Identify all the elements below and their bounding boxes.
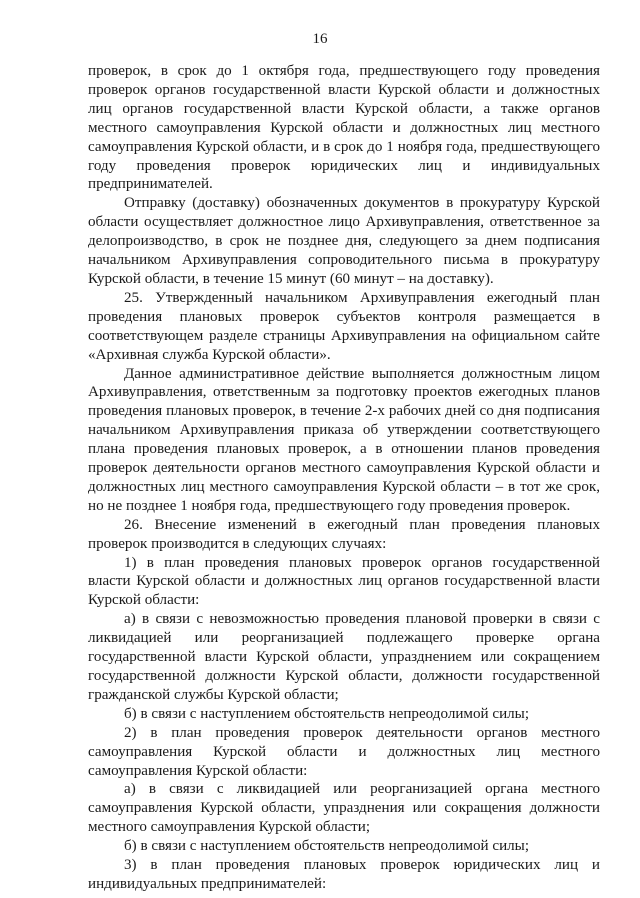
page-number: 16 bbox=[312, 31, 328, 47]
paragraph-action-description: Данное административное действие выполняется должностным лицом Архивуправления, ответственным за подготовку проектов ежегодных планов проведения плановых проверок, в течение 2-х рабочих дней со дня подписания начальником Архивуправления приказа об утверждении соответствующего плана проведения плановых проверок, а в отношении планов проведения проверок деятельности органов местного самоуправления Курской области и должностных лиц местного самоуправления Курской области – в тот же срок, но не позднее 1 ноября года, предшествующего году проведения проверок. bbox=[88, 365, 600, 514]
paragraph-subitem-3: 3) в план проведения плановых проверок юридических лиц и индивидуальных предпринимателей: bbox=[88, 857, 600, 892]
paragraph-subitem-1a: а) в связи с невозможностью проведения плановой проверки в связи с ликвидацией или реорганизацией подлежащего проверке органа государственной власти Курской области, упразднением или сокращением государственной должности Курской области, должности государственной гражданской службы Курской области; bbox=[88, 611, 600, 703]
paragraph-subitem-1: 1) в план проведения плановых проверок органов государственной власти Курской области и должностных лиц органов государственной власти Курской области: bbox=[88, 554, 600, 609]
paragraph-item-26: 26. Внесение изменений в ежегодный план проведения плановых проверок производится в следующих случаях: bbox=[88, 516, 600, 552]
paragraph-subitem-2: 2) в план проведения проверок деятельности органов местного самоуправления Курской области и должностных лиц местного самоуправления Курской области: bbox=[88, 724, 600, 779]
paragraph-item-25: 25. Утвержденный начальником Архивуправления ежегодный план проведения плановых проверок субъектов контроля размещается в соответствующем разделе страницы Архивуправления на официальном сайте «Архивная служба Курской области». bbox=[88, 289, 600, 363]
paragraph-subitem-2a: а) в связи с ликвидацией или реорганизацией органа местного самоуправления Курской области, упразднения или сокращения должности местного самоуправления Курской области; bbox=[88, 781, 600, 836]
paragraph-continuation: проверок, в срок до 1 октября года, предшествующего году проведения проверок органов государственной власти Курской области и должностных лиц органов государственной власти Курской области, а также органов местного самоуправления Курской области и должностных лиц местного самоуправления Курской области, и в срок до 1 ноября года, предшествующего году проведения проверок юридических лиц и индивидуальных предпринимателей. bbox=[88, 63, 600, 193]
paragraph-subitem-1b: б) в связи с наступлением обстоятельств непреодолимой силы; bbox=[124, 705, 530, 722]
document-body bbox=[88, 62, 600, 894]
paragraph-subitem-2b: б) в связи с наступлением обстоятельств непреодолимой силы; bbox=[124, 838, 530, 855]
paragraph-delivery: Отправку (доставку) обозначенных документов в прокуратуру Курской области осуществляет должностное лицо Архивуправления, ответственное за делопроизводство, в срок не позднее дня, следующего за днем подписания начальником Архивуправления сопроводительного письма в прокуратуру Курской области, в течение 15 минут (60 минут – на доставку). bbox=[88, 195, 600, 287]
